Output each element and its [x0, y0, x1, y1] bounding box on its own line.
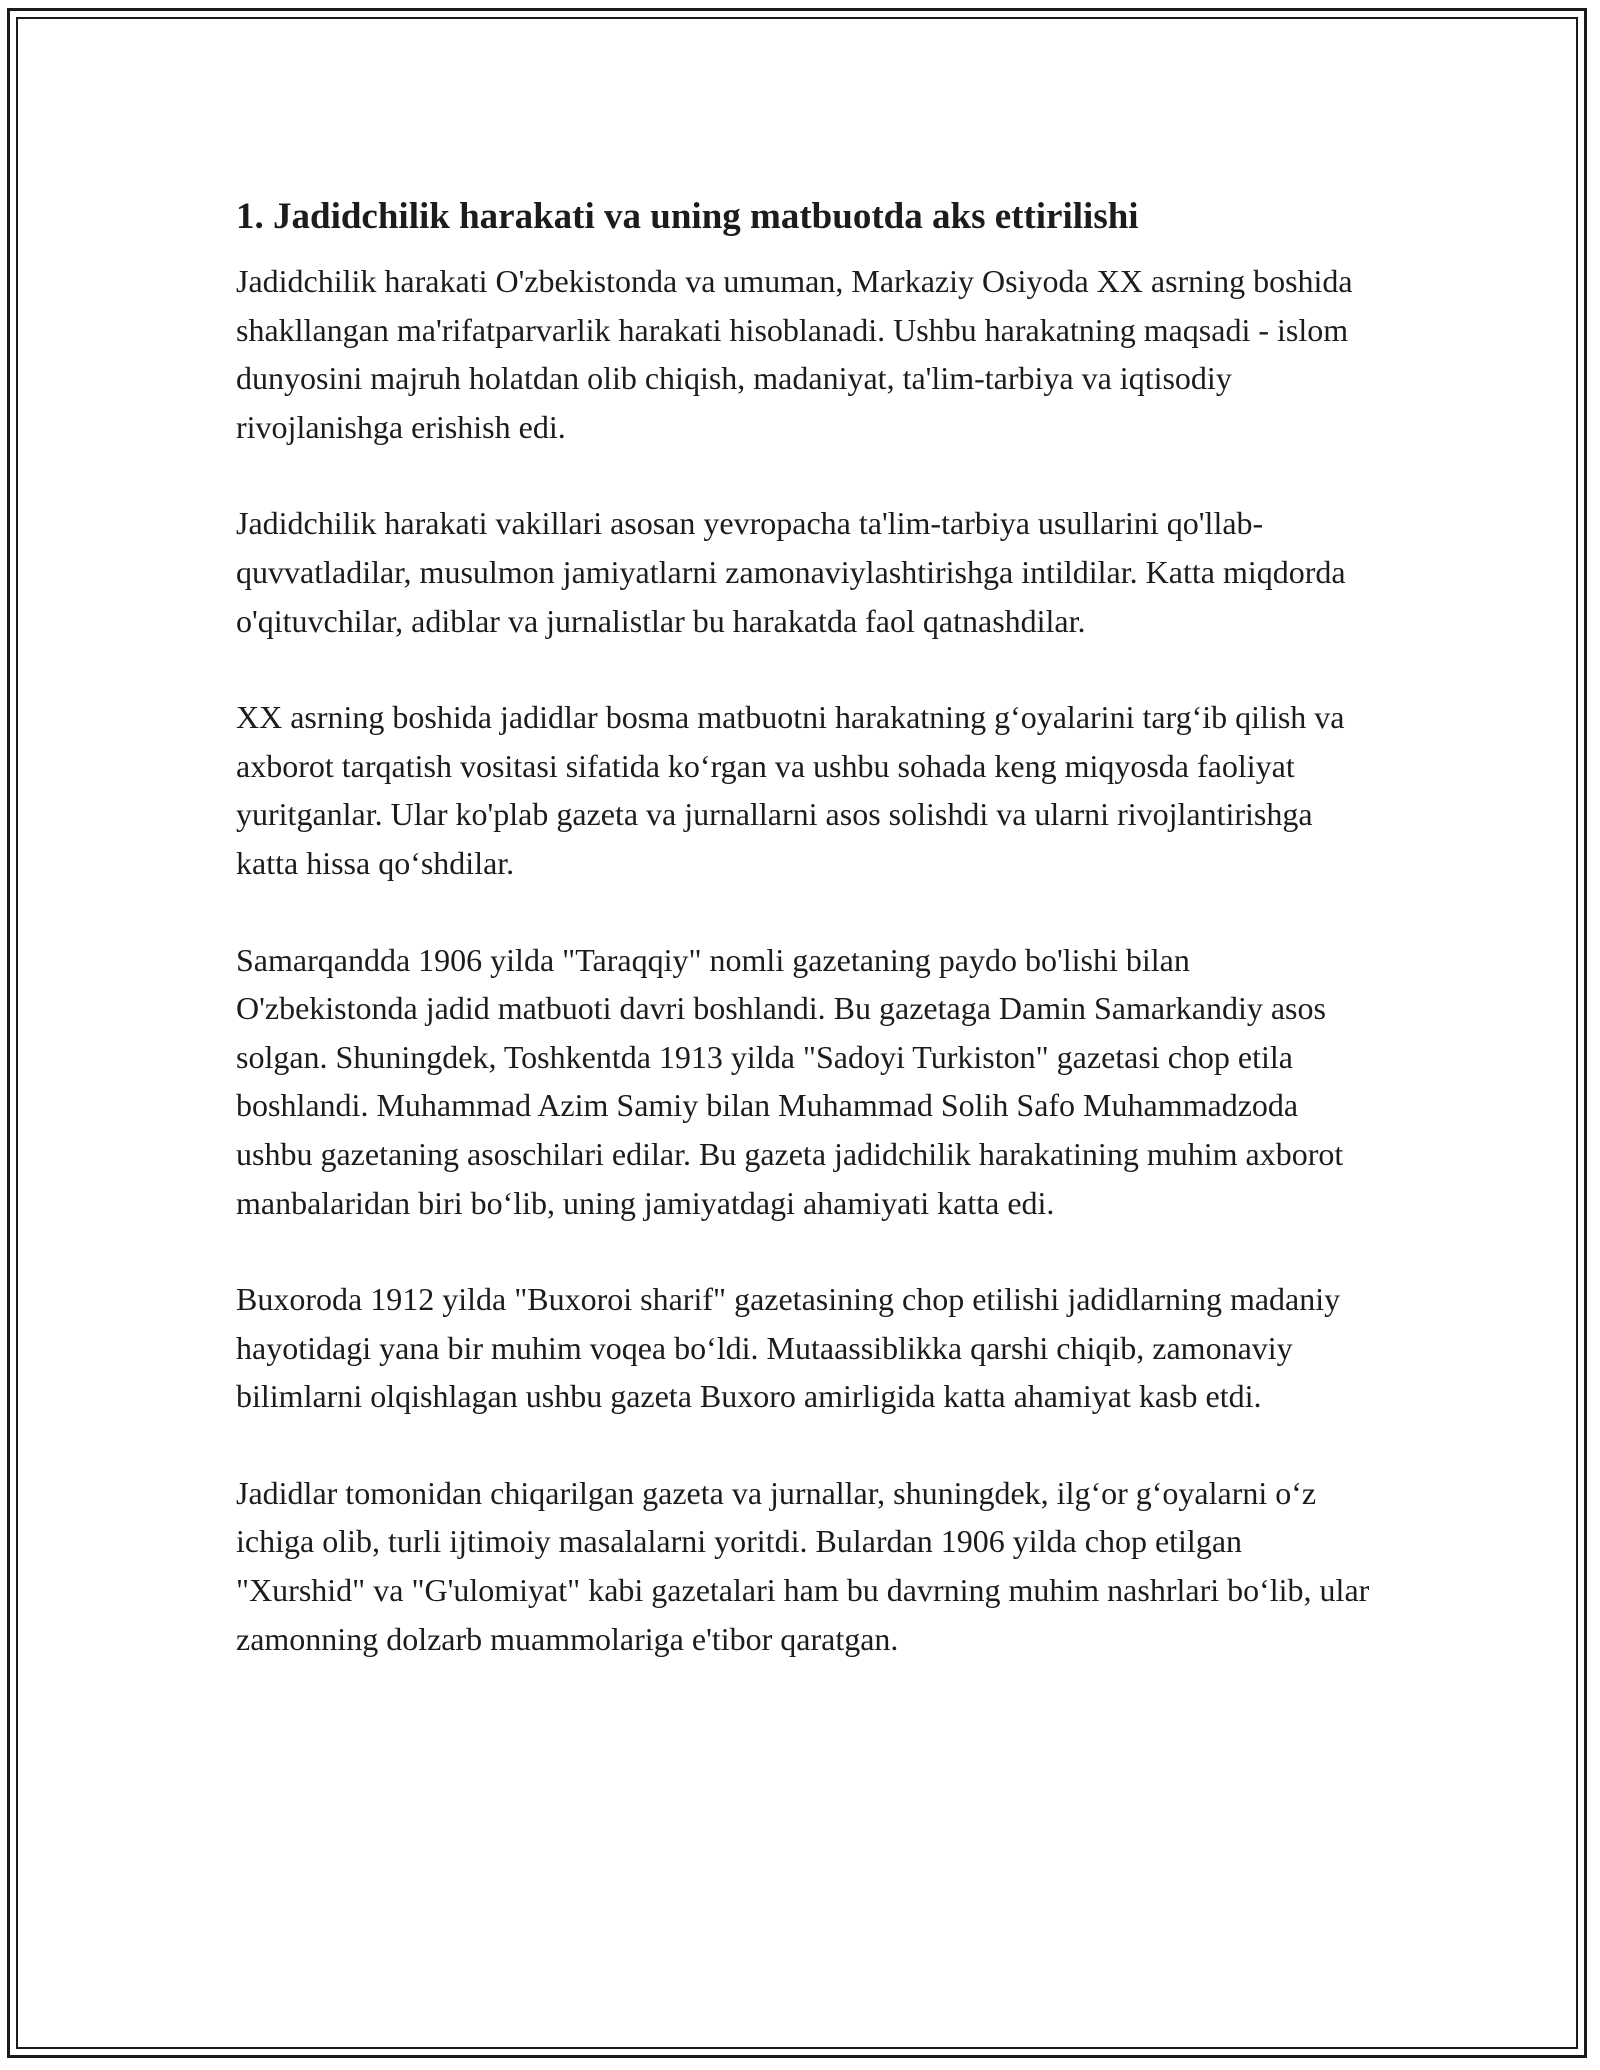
paragraph-6: Jadidlar tomonidan chiqarilgan gazeta va jurnallar, shuningdek, ilg‘or g‘oyalarni o‘z ichiga olib, turli ijtimoiy masalalarni yoritdi. Bulardan 1906 yilda chop etilgan "Xurshid" va "G'ulomiyat" kabi gazetalari ham bu davrning muhim nashrlari bo‘lib, ular zamonning dolzarb muammolariga e'tibor qaratgan.	[236, 1474, 1370, 1657]
paragraph-3: XX asrning boshida jadidlar bosma matbuotni harakatning g‘oyalarini targ‘ib qilish va axborot tarqatish vositasi sifatida ko‘rgan va ushbu sohada keng miqyosda faoliyat yuritganlar. Ular ko'plab gazeta va jurnallarni asos solishdi va ularni rivojlantirishga katta hissa qo‘shdilar.	[236, 699, 1345, 881]
paragraph-4: Samarqandda 1906 yilda "Taraqqiy" nomli gazetaning paydo bo'lishi bilan O'zbekistonda jadid matbuoti davri boshlandi. Bu gazetaga Damin Samarkandiy asos solgan. Shuningdek, Toshkentda 1913 yilda "Sadoyi Turkiston" gazetasi chop etila boshlandi. Muhammad Azim Samiy bilan Muhammad Solih Safo Muhammadzoda ushbu gazetaning asoschilari edilar. Bu gazeta jadidchilik harakatining muhim axborot manbalaridan biri bo‘lib, uning jamiyatdagi ahamiyati katta edi.	[236, 941, 1344, 1221]
paragraph-5: Buxoroda 1912 yilda "Buxoroi sharif" gazetasining chop etilishi jadidlarning madaniy hayotidagi yana bir muhim voqea bo‘ldi. Mutaassiblikka qarshi chiqib, zamonaviy bilimlarni olqishlagan ushbu gazeta Buxoro amirligida katta ahamiyat kasb etdi.	[236, 1281, 1341, 1415]
section-heading: 1. Jadidchilik harakati va uning matbuotda aks ettirilishi	[236, 196, 1139, 237]
paragraph-2: Jadidchilik harakati vakillari asosan yevropacha ta'lim-tarbiya usullarini qo'llab-quvvatladilar, musulmon jamiyatlarni zamonaviylashtirishga intildilar. Katta miqdorda o'qituvchilar, adiblar va jurnalistlar bu harakatda faol qatnashdilar.	[236, 505, 1346, 639]
paragraph-1: Jadidchilik harakati O'zbekistonda va umuman, Markaziy Osiyoda XX asrning boshida shakllangan ma'rifatparvarlik harakati hisoblanadi. Ushbu harakatning maqsadi - islom dunyosini majruh holatdan olib chiqish, madaniyat, ta'lim-tarbiya va iqtisodiy rivojlanishga erishish edi.	[236, 263, 1353, 445]
document-body	[236, 189, 1376, 1663]
